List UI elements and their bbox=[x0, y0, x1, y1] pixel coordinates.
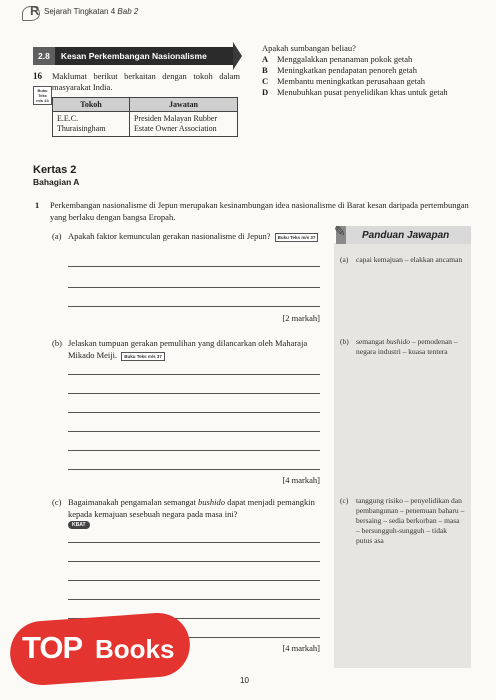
page-number: 10 bbox=[240, 676, 249, 685]
option-a bbox=[262, 54, 472, 65]
question-number: 16 bbox=[33, 71, 42, 81]
logo-text-books: Books bbox=[95, 634, 175, 664]
answer-label: (c) bbox=[340, 496, 349, 505]
table-row bbox=[53, 112, 238, 137]
table-cell: Presiden Malayan Rubber Estate Owner Association bbox=[130, 112, 238, 137]
book-title: Sejarah Tingkatan 4 bbox=[44, 7, 116, 16]
section-title: Kesan Perkembangan Nasionalisme bbox=[60, 51, 207, 61]
column-header: Tokoh bbox=[53, 98, 130, 112]
answer-line bbox=[68, 306, 320, 307]
question-number: 1 bbox=[35, 200, 40, 210]
tokoh-table bbox=[52, 97, 238, 137]
marks-label bbox=[200, 313, 320, 323]
marks-text: [2 markah] bbox=[282, 313, 320, 323]
answer-line bbox=[68, 287, 320, 288]
answer-text: semangat bbox=[356, 337, 387, 346]
subq-label: (a) bbox=[52, 231, 62, 241]
answer-line bbox=[68, 542, 320, 543]
buku-teks-tag: Buku Teks m/s 37 bbox=[121, 352, 165, 361]
section-number: 2.8 bbox=[33, 47, 55, 65]
option-text: Menggalakkan penanaman pokok getah bbox=[277, 54, 413, 64]
question-stem: Perkembangan nasionalisme di Jepun merupakan kesinambungan idea nasionalisme di Barat kesan daripada pertembungan yang berlaku dengan bangsa Eropah. bbox=[50, 200, 469, 222]
book-icon: ✎ bbox=[334, 225, 346, 240]
option-text: Meningkatkan pendapatan penoreh getah bbox=[277, 65, 417, 75]
subq-c-text bbox=[68, 496, 330, 520]
subq-b-text bbox=[68, 337, 330, 361]
subq-text: Jelaskan tumpuan gerakan pemulihan yang dilancarkan oleh Maharaja Mikado Meiji. bbox=[68, 338, 308, 360]
subq-text: Apakah faktor kemunculan gerakan nasionalisme di Jepun? bbox=[68, 231, 271, 241]
answer-line bbox=[68, 374, 320, 375]
marks-label bbox=[200, 475, 320, 485]
subq-text-emphasis: bushido bbox=[198, 497, 225, 507]
marks-label bbox=[200, 643, 320, 653]
subq-label: (b) bbox=[52, 338, 62, 348]
question-prompt: Apakah sumbangan beliau? bbox=[262, 43, 356, 53]
buku-teks-tag: Buku Teks m/s 37 bbox=[275, 233, 319, 242]
subq-text: dapat menjadi pemangkin kepada kemajuan sesebuah negara pada masa ini? bbox=[68, 497, 315, 519]
panduan-title: Panduan Jawapan bbox=[336, 226, 471, 244]
option-letter: D bbox=[262, 87, 269, 97]
answer-line bbox=[68, 561, 320, 562]
answer-text: tanggung risiko – penyelidikan dan pembangunan – penemuan baharu – bersaing – sedia berkorban – masa – bersungguh-sungguh – tidak putus asa bbox=[356, 496, 465, 545]
kertas-heading: Kertas 2 bbox=[33, 164, 77, 176]
answer-text-emphasis: bushido bbox=[386, 337, 410, 346]
question-options bbox=[262, 43, 472, 98]
option-text: Menubuhkan pusat penyelidikan khas untuk getah bbox=[277, 87, 448, 97]
answer-line bbox=[68, 450, 320, 451]
table-cell: E.E.C. Thuraisingham bbox=[53, 112, 130, 137]
answer-line bbox=[68, 431, 320, 432]
answer-line bbox=[68, 393, 320, 394]
option-d bbox=[262, 87, 472, 98]
tag-line: m/s 43 bbox=[36, 98, 49, 103]
column-header: Jawatan bbox=[130, 98, 238, 112]
option-text: Membantu meningkatkan perusahaan getah bbox=[277, 76, 425, 86]
question-stem: Maklumat berikut berkaitan dengan tokoh dalam masyarakat India. bbox=[52, 71, 240, 92]
running-header bbox=[44, 7, 138, 16]
chapter-label: Bab 2 bbox=[117, 7, 139, 16]
answer-b bbox=[340, 337, 465, 357]
subq-label: (c) bbox=[52, 497, 62, 507]
answer-text: – pemodenan – negara industri – kuasa tentera bbox=[356, 337, 458, 356]
answer-line bbox=[68, 266, 320, 267]
marks-text: [4 markah] bbox=[282, 643, 320, 653]
logo-text-top: TOP bbox=[22, 630, 83, 665]
answer-line bbox=[68, 580, 320, 581]
subq-a-text bbox=[68, 230, 330, 242]
tag-line: Buku bbox=[37, 88, 48, 93]
answer-line bbox=[68, 599, 320, 600]
answer-label: (a) bbox=[340, 255, 349, 264]
option-letter: C bbox=[262, 76, 269, 86]
marks-text: [4 markah] bbox=[282, 475, 320, 485]
answer-line bbox=[68, 412, 320, 413]
kbat-tag: KBAT bbox=[68, 521, 90, 529]
option-letter: B bbox=[262, 65, 268, 75]
option-letter: A bbox=[262, 54, 269, 64]
answer-text: capai kemajuan – elakkan ancaman bbox=[356, 255, 463, 264]
option-b bbox=[262, 65, 472, 76]
answer-c bbox=[340, 496, 465, 546]
option-c bbox=[262, 76, 472, 87]
buku-teks-tag bbox=[33, 86, 52, 105]
section-banner bbox=[33, 47, 233, 65]
panduan-panel bbox=[334, 243, 471, 668]
publisher-logo-letter: R bbox=[30, 3, 40, 18]
subq-text: Bagaimanakah pengamalan semangat bbox=[68, 497, 199, 507]
answer-line bbox=[68, 469, 320, 470]
answer-a bbox=[340, 255, 465, 265]
tag-line: Teks bbox=[38, 93, 47, 98]
banner-arrow-icon bbox=[233, 42, 242, 70]
answer-label: (b) bbox=[340, 337, 349, 346]
bahagian-heading: Bahagian A bbox=[33, 177, 80, 187]
